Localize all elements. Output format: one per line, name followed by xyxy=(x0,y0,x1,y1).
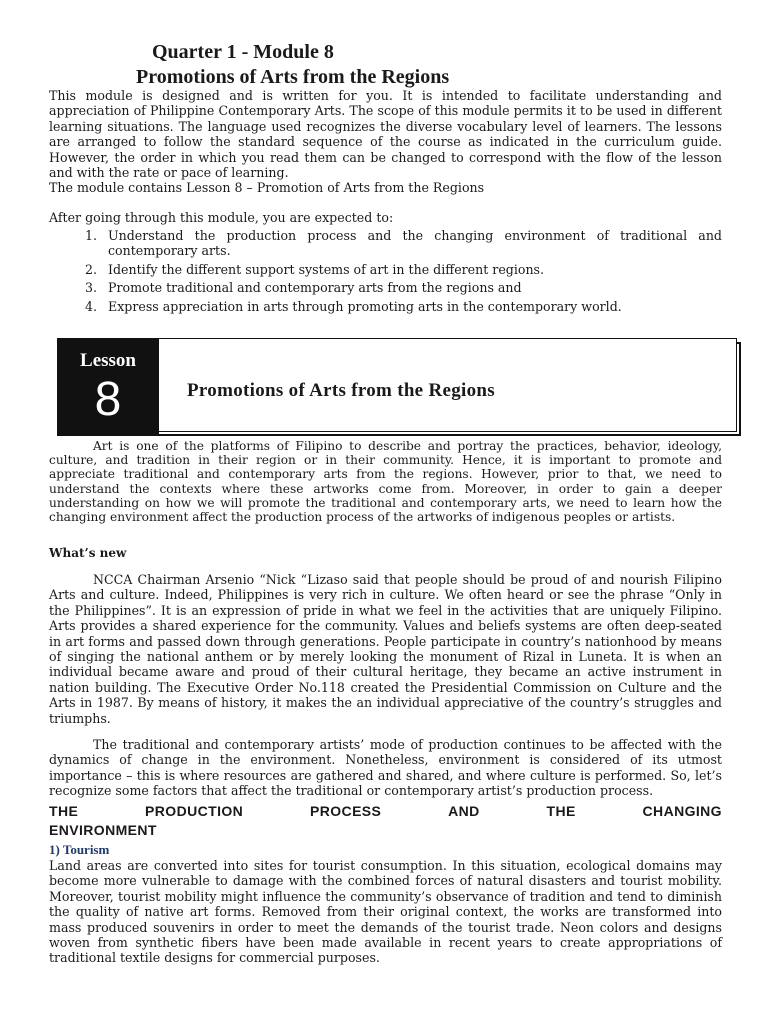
module-quarter-title: Quarter 1 - Module 8 xyxy=(152,41,334,63)
lesson-label: Lesson xyxy=(80,350,136,371)
ncca-paragraph: NCCA Chairman Arsenio “Nick “Lizaso said that people should be proud of and nourish Filipino Arts and culture. Indeed, Philippines is very rich in culture. We often heard or see the phrase “Only in the Philippines”. It is an expression of pride in what we feel in the activities that are uniquely Filipino. Arts provides a shared experience for the community. Values and beliefs systems are often deep-seated in art forms and passed down through generations. People participate in country’s nationhood by means of singing the national anthem or by merely looking the monument of Rizal in Luneta. It is when an individual became aware and proud of their cultural heritage, they became an active instrument in nation building. The Executive Order No.118 created the Presidential Commission on Culture and the Arts in 1987. By means of history, it makes the an individual appreciative of the country’s struggles and triumphs. xyxy=(49,572,722,726)
objective-number: 4. xyxy=(85,298,98,314)
section-heading-word: THE xyxy=(49,803,79,819)
section-heading-line2: ENVIRONMENT xyxy=(49,822,157,838)
objective-number: 3. xyxy=(85,280,98,296)
objective-item xyxy=(49,299,722,314)
lesson-number: 8 xyxy=(94,373,122,426)
lesson-title: Promotions of Arts from the Regions xyxy=(187,380,495,401)
lesson-badge xyxy=(57,338,159,436)
objective-number: 1. xyxy=(85,228,98,243)
objective-item xyxy=(49,280,722,295)
objective-number: 2. xyxy=(85,261,98,277)
objective-text: Identify the different support systems of art in the different regions. xyxy=(108,261,545,277)
objective-item xyxy=(49,262,722,277)
tourism-paragraph: Land areas are converted into sites for tourist consumption. In this situation, ecological domains may become more vulnerable to damage with the combined forces of natural disasters and tourist mobility. Moreover, tourist mobility might influence the community’s observance of tradition and tend to diminish the quality of native art forms. Removed from their original context, the works are transformed into mass produced souvenirs in order to meet the demands of the tourist trade. Neon colors and designs woven from synthetic fibers have been made available in recent years to create appropriations of traditional textile designs for commercial purposes. xyxy=(49,858,722,966)
section-heading-word: AND xyxy=(448,803,480,819)
section-heading-word: PROCESS xyxy=(310,803,382,819)
art-paragraph: Art is one of the platforms of Filipino to describe and portray the practices, behavior, ideology, culture, and tradition in their region or in their community. Hence, it is important to promote and appreciate traditional and contemporary arts from the regions. However, prior to that, we need to understand the contexts where these artworks come from. Moreover, in order to gain a deeper understanding on how we will promote the traditional and contemporary arts, we need to learn how the changing environment affect the production process of the artworks of indigenous peoples or artists. xyxy=(49,439,722,525)
objective-text: Express appreciation in arts through promoting arts in the contemporary world. xyxy=(108,298,622,314)
section-heading xyxy=(49,802,722,840)
objective-text: Understand the production process and the changing environment of traditional and contemporary arts. xyxy=(108,228,722,259)
section-heading-word: CHANGING xyxy=(642,803,722,819)
intro-contains: The module contains Lesson 8 – Promotion of Arts from the Regions xyxy=(49,180,485,196)
tourism-heading: 1) Tourism xyxy=(49,842,110,857)
intro-paragraph: This module is designed and is written for you. It is intended to facilitate understanding and appreciation of Philippine Contemporary Arts. The scope of this module permits it to be used in different learning situations. The language used recognizes the diverse vocabulary level of learners. The lessons are arranged to follow the standard sequence of the course as indicated in the curriculum guide. However, the order in which you read them can be changed to correspond with the flow of the lesson and with the rate or pace of learning. xyxy=(49,88,722,181)
lesson-banner xyxy=(57,338,741,436)
section-heading-word: THE xyxy=(546,803,576,819)
section-heading-word: PRODUCTION xyxy=(145,803,244,819)
intro-section xyxy=(49,88,722,196)
objective-item xyxy=(49,228,722,259)
traditional-paragraph: The traditional and contemporary artists’ mode of production continues to be affected with the dynamics of change in the environment. Nonetheless, environment is considered of its utmost importance – this is where resources are gathered and shared, and where culture is performed. So, let’s recognize some factors that affect the traditional or contemporary artist’s production process. xyxy=(49,737,722,799)
whats-new-heading: What’s new xyxy=(49,546,127,560)
objectives-lead: After going through this module, you are expected to: xyxy=(49,210,394,225)
objective-text: Promote traditional and contemporary arts from the regions and xyxy=(108,280,522,296)
module-title: Promotions of Arts from the Regions xyxy=(136,66,450,88)
objectives-list xyxy=(49,228,722,317)
